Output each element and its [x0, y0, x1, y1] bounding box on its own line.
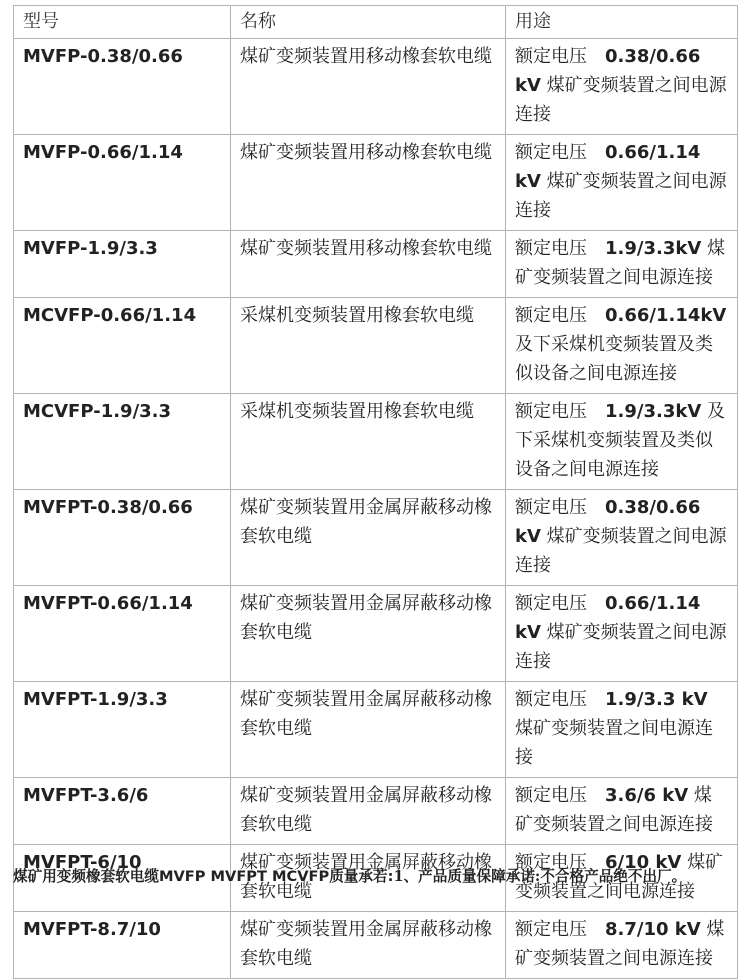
- table-row: [14, 586, 738, 682]
- table-row: [14, 490, 738, 586]
- model-cell: MVFP-0.66/1.14: [14, 135, 231, 231]
- model-cell: MCVFP-1.9/3.3: [14, 394, 231, 490]
- voltage-rating: 1.9/3.3 kV: [605, 689, 708, 710]
- quality-promise-footer: [13, 864, 750, 894]
- voltage-rating: 6/10 kV: [605, 852, 682, 873]
- cable-spec-table: [13, 5, 738, 979]
- usage-suffix: 及下采煤机变频装置及类似设备之间电源连接: [515, 401, 725, 480]
- usage-cell: [506, 231, 738, 298]
- voltage-rating: 8.7/10 kV: [605, 919, 701, 940]
- usage-prefix: 额定电压: [515, 785, 587, 806]
- name-cell: 采煤机变频装置用橡套软电缆: [231, 394, 506, 490]
- usage-suffix: 煤矿变频装置之间电源连接: [515, 622, 727, 672]
- usage-cell: [506, 135, 738, 231]
- model-cell: MVFPT-0.66/1.14: [14, 586, 231, 682]
- table-row: [14, 231, 738, 298]
- usage-prefix: 额定电压: [515, 919, 587, 940]
- name-cell: 煤矿变频装置用金属屏蔽移动橡套软电缆: [231, 682, 506, 778]
- usage-cell: [506, 912, 738, 979]
- usage-suffix: 煤矿变频装置之间电源连接: [515, 718, 713, 768]
- usage-prefix: 额定电压: [515, 305, 587, 326]
- usage-prefix: 额定电压: [515, 46, 587, 67]
- name-cell: 煤矿变频装置用移动橡套软电缆: [231, 135, 506, 231]
- header-model: 型号: [14, 6, 231, 39]
- table-row: [14, 778, 738, 845]
- voltage-rating: 0.38/0.66 kV: [515, 497, 701, 547]
- table-row: [14, 135, 738, 231]
- voltage-rating: 1.9/3.3kV: [605, 238, 702, 259]
- usage-cell: [506, 39, 738, 135]
- voltage-rating: 0.66/1.14 kV: [515, 142, 701, 192]
- table-row: [14, 394, 738, 490]
- header-name: 名称: [231, 6, 506, 39]
- usage-suffix: 煤矿变频装置之间电源连接: [515, 852, 724, 902]
- model-cell: MVFPT-3.6/6: [14, 778, 231, 845]
- name-cell: 采煤机变频装置用橡套软电缆: [231, 298, 506, 394]
- name-cell: 煤矿变频装置用移动橡套软电缆: [231, 39, 506, 135]
- usage-prefix: 额定电压: [515, 401, 587, 422]
- name-cell: 煤矿变频装置用金属屏蔽移动橡套软电缆: [231, 586, 506, 682]
- usage-cell: [506, 298, 738, 394]
- name-cell: 煤矿变频装置用移动橡套软电缆: [231, 231, 506, 298]
- model-cell: MVFPT-8.7/10: [14, 912, 231, 979]
- usage-cell: [506, 394, 738, 490]
- footer-promise: 1、产品质量保障承诺:不合格产品绝不出厂。: [393, 868, 687, 885]
- model-cell: MVFPT-1.9/3.3: [14, 682, 231, 778]
- usage-suffix: 煤矿变频装置之间电源连接: [515, 785, 713, 835]
- usage-cell: [506, 586, 738, 682]
- usage-prefix: 额定电压: [515, 689, 587, 710]
- usage-suffix: 煤矿变频装置之间电源连接: [515, 238, 725, 288]
- table-row: [14, 298, 738, 394]
- cropped-heading: [0, 0, 750, 4]
- usage-prefix: 额定电压: [515, 852, 587, 873]
- model-cell: MVFP-1.9/3.3: [14, 231, 231, 298]
- voltage-rating: 0.38/0.66 kV: [515, 46, 701, 96]
- name-cell: 煤矿变频装置用金属屏蔽移动橡套软电缆: [231, 778, 506, 845]
- table-row: [14, 39, 738, 135]
- table-row: [14, 682, 738, 778]
- voltage-rating: 1.9/3.3kV: [605, 401, 702, 422]
- header-usage: 用途: [506, 6, 738, 39]
- usage-prefix: 额定电压: [515, 497, 587, 518]
- voltage-rating: 3.6/6 kV: [605, 785, 689, 806]
- model-cell: MCVFP-0.66/1.14: [14, 298, 231, 394]
- usage-suffix: 煤矿变频装置之间电源连接: [515, 75, 727, 125]
- footer-product-line: 煤矿用变频橡套软电缆MVFP MVFPT MCVFP质量承若:: [13, 868, 394, 885]
- name-cell: 煤矿变频装置用金属屏蔽移动橡套软电缆: [231, 490, 506, 586]
- usage-suffix: 煤矿变频装置之间电源连接: [515, 171, 727, 221]
- table-header-row: [14, 6, 738, 39]
- usage-suffix: 及下采煤机变频装置及类似设备之间电源连接: [515, 334, 713, 384]
- model-cell: MVFPT-0.38/0.66: [14, 490, 231, 586]
- model-cell: MVFPT-6/10: [14, 845, 231, 912]
- usage-suffix: 煤矿变频装置之间电源连接: [515, 526, 727, 576]
- voltage-rating: 0.66/1.14kV: [605, 305, 727, 326]
- model-cell: MVFP-0.38/0.66: [14, 39, 231, 135]
- usage-prefix: 额定电压: [515, 593, 587, 614]
- usage-suffix: 煤矿变频装置之间电源连接: [515, 919, 725, 969]
- name-cell: 煤矿变频装置用金属屏蔽移动橡套软电缆: [231, 845, 506, 912]
- voltage-rating: 0.66/1.14 kV: [515, 593, 701, 643]
- usage-prefix: 额定电压: [515, 142, 587, 163]
- usage-cell: [506, 682, 738, 778]
- usage-prefix: 额定电压: [515, 238, 587, 259]
- name-cell: 煤矿变频装置用金属屏蔽移动橡套软电缆: [231, 912, 506, 979]
- usage-cell: [506, 490, 738, 586]
- usage-cell: [506, 778, 738, 845]
- table-row: [14, 912, 738, 979]
